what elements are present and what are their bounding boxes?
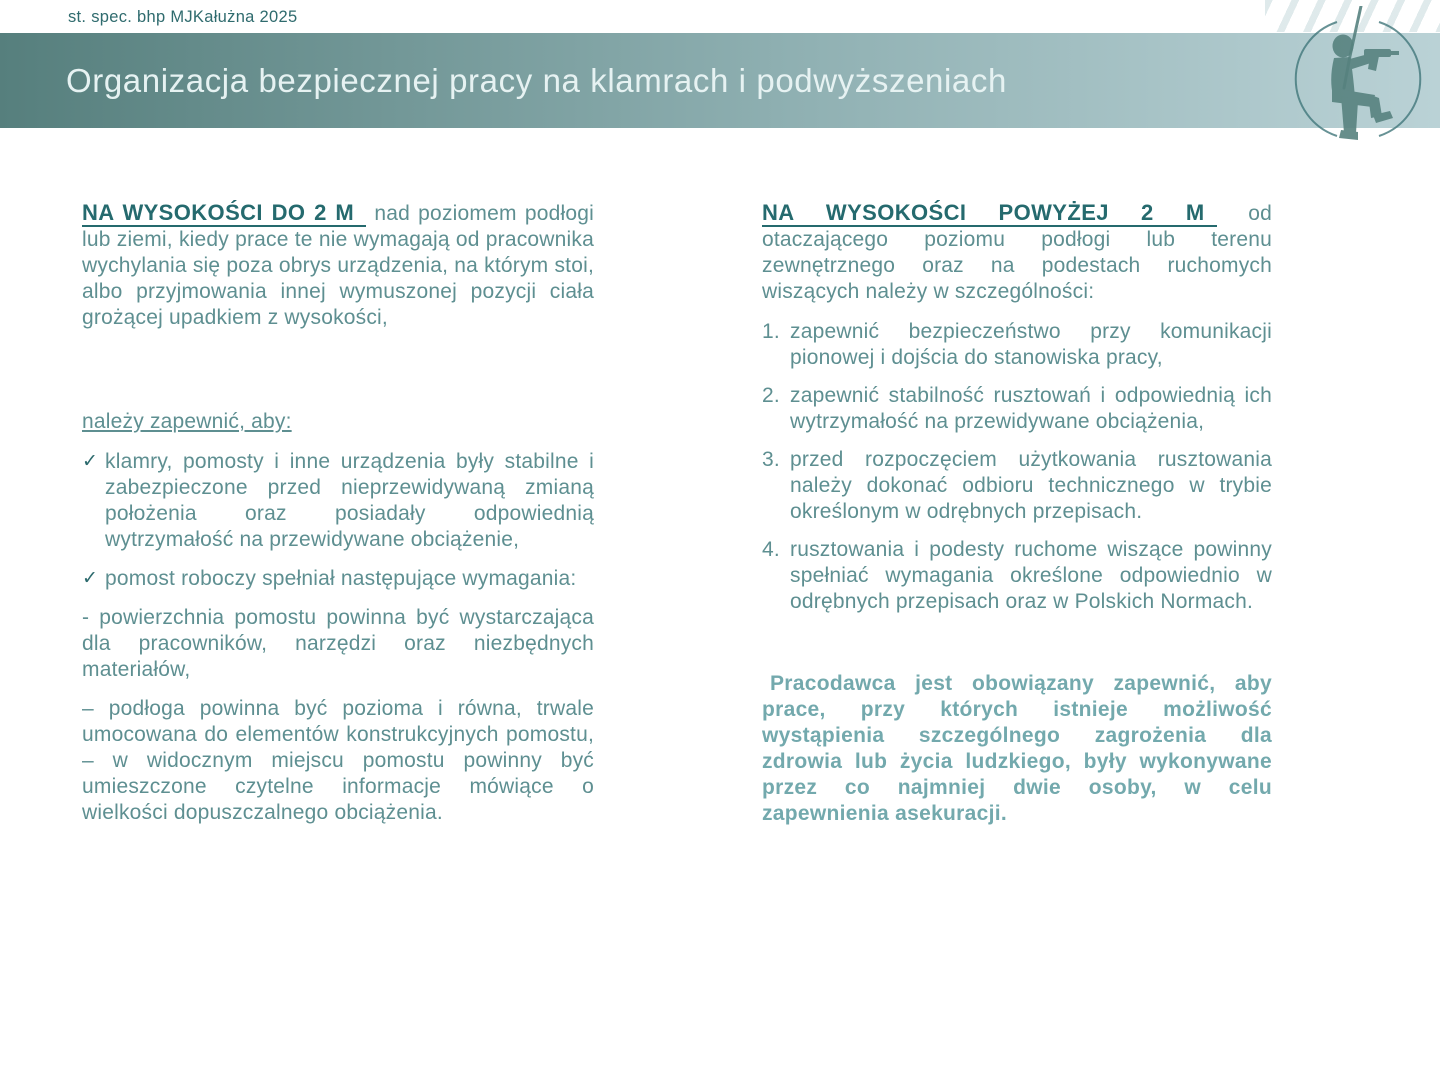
item-text: zapewnić stabilność rusztowań i odpowiednią ich wytrzymałość na przewidywane obciążenia, (790, 384, 1272, 433)
check-list-item (82, 449, 594, 553)
checkmark-icon: ✓ (82, 568, 99, 589)
item-text: rusztowania i podesty ruchome wiszące powinny spełniać wymagania określone odpowiednio w odrębnych przepisach oraz w Polskich Normach. (790, 538, 1272, 613)
left-subheading: należy zapewnić, aby: (82, 410, 292, 433)
header-band (0, 33, 1440, 128)
check-list-item (82, 566, 594, 592)
numbered-list-item (762, 383, 1272, 435)
check-item-text: pomost roboczy spełniał następujące wymagania: (105, 567, 577, 590)
item-number: 1. (762, 320, 780, 343)
checkmark-icon: ✓ (82, 451, 99, 472)
numbered-list-item (762, 319, 1272, 371)
left-column (82, 200, 594, 826)
right-column (762, 200, 1272, 827)
credit-line: st. spec. bhp MJKałużna 2025 (68, 8, 298, 26)
dash-paragraph: – podłoga powinna być pozioma i równa, trwale umocowana do elementów konstrukcyjnych pomostu, – w widocznym miejscu pomostu powinny być umieszczone czytelne informacje mówiące o wielkości dopuszczalnego obciążenia. (82, 697, 594, 824)
left-intro-body: nad poziomem podłogi lub ziemi, kiedy prace te nie wymagają od pracownika wychylania się poza obrys urządzenia, na którym stoi, albo przyjmowania innej wymuszonej pozycji ciała grożącej upadkiem z wysokości, (82, 202, 594, 329)
item-text: zapewnić bezpieczeństwo przy komunikacji pionowej i dojścia do stanowiska pracy, (790, 320, 1272, 369)
rope-access-worker-icon (1286, 6, 1430, 158)
dash-paragraph: - powierzchnia pomostu powinna być wystarczająca dla pracowników, narzędzi oraz niezbędnych materiałów, (82, 606, 594, 681)
item-number: 4. (762, 538, 780, 561)
right-intro-body: od otaczającego poziomu podłogi lub terenu zewnętrznego oraz na podestach ruchomych wiszących należy w szczególności: (762, 202, 1272, 303)
left-intro-heading: NA WYSOKOŚCI DO 2 M (82, 200, 366, 227)
page-title: Organizacja bezpiecznej pracy na klamrach i podwyższeniach (66, 61, 1007, 99)
item-number: 3. (762, 448, 780, 471)
left-intro-paragraph (82, 200, 594, 331)
right-intro-paragraph (762, 200, 1272, 305)
check-list (82, 449, 594, 592)
numbered-list-item (762, 447, 1272, 525)
check-item-text: klamry, pomosty i inne urządzenia były stabilne i zabezpieczone przed nieprzewidywaną zmianą położenia oraz posiadały odpowiednią wytrzymałość na przewidywane obciążenie, (105, 450, 594, 551)
item-number: 2. (762, 384, 780, 407)
right-intro-heading: NA WYSOKOŚCI POWYŻEJ 2 M (762, 200, 1217, 227)
item-text: przed rozpoczęciem użytkowania rusztowania należy dokonać odbioru technicznego w trybie określonym w odrębnych przepisach. (790, 448, 1272, 523)
numbered-list-item (762, 537, 1272, 615)
numbered-list (762, 319, 1272, 615)
employer-obligation-note: Pracodawca jest obowiązany zapewnić, aby prace, przy których istnieje możliwość wystąpienia szczególnego zagrożenia dla zdrowia lub życia ludzkiego, były wykonywane przez co najmniej dwie osoby, w celu zapewnienia asekuracji. (762, 672, 1272, 825)
